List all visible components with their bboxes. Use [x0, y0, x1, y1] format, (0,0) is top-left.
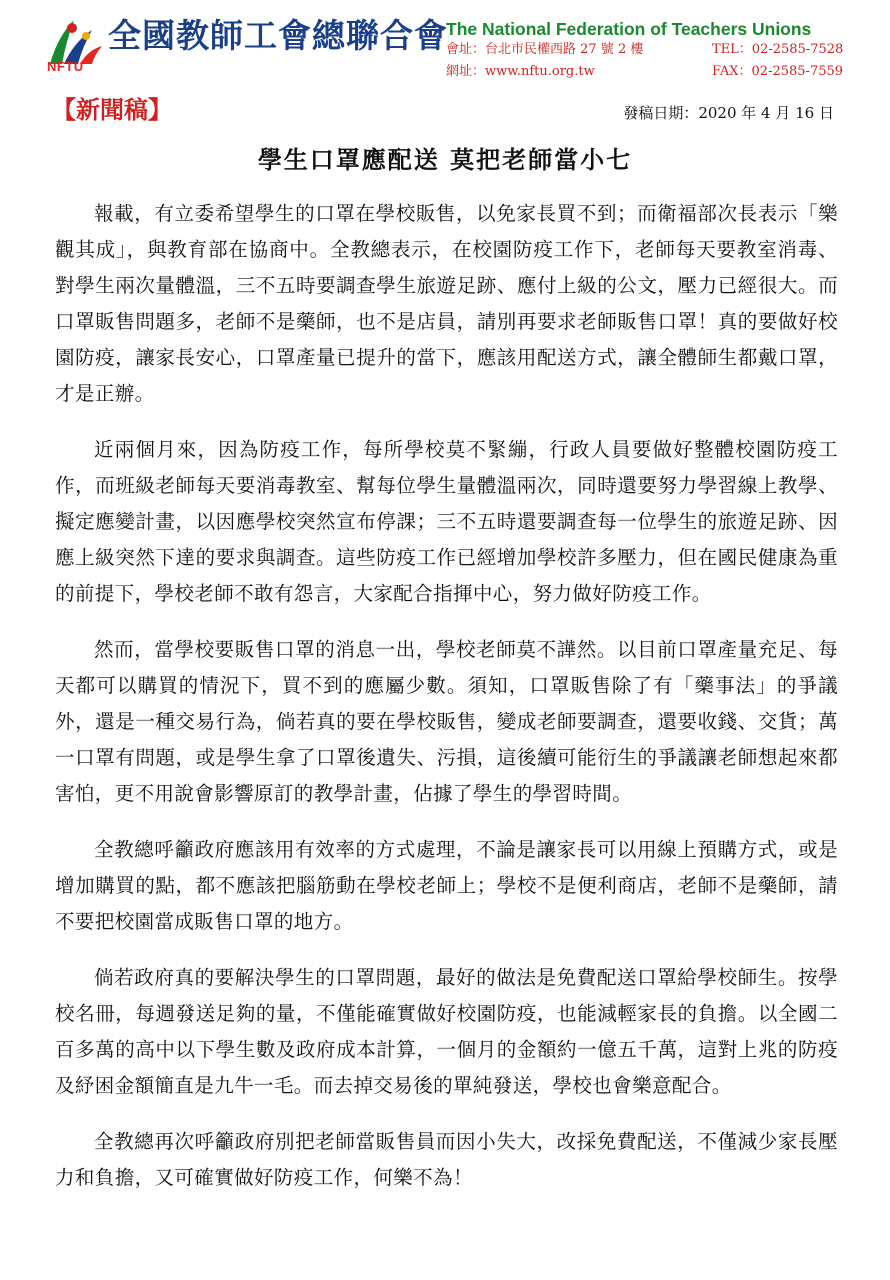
address-text: 會址：台北市民權西路 27 號 2 樓 [446, 42, 644, 57]
paragraph-4: 全教總呼籲政府應該用有效率的方式處理，不論是讓家長可以用線上預購方式，或是增加購買的點，都不應該把腦筋動在學校老師上；學校不是便利商店，老師不是藥師，請不要把校園當成販售口罩的地方。 [55, 838, 838, 933]
logo-red-dot [67, 23, 77, 33]
letterhead [0, 0, 890, 90]
contact-row-web [446, 62, 846, 82]
fax-text: FAX：02-2585-7559 [712, 64, 844, 79]
paragraph-5: 倘若政府真的要解決學生的口罩問題，最好的做法是免費配送口罩給學校師生。按學校名冊，每週發送足夠的量，不僅能確實做好校園防疫，也能減輕家長的負擔。以全國二百多萬的高中以下學生數及政府成本計算，一個月的金額約一億五千萬，這對上兆的防疫及紓困金額簡直是九牛一毛。而去掉交易後的單純發送，學校也會樂意配合。 [55, 966, 838, 1097]
press-release-label: 【新聞稿】 [52, 96, 172, 124]
article-body [55, 196, 838, 1216]
paragraph-1: 報載，有立委希望學生的口罩在學校販售，以免家長買不到；而衛福部次長表示「樂觀其成」，與教育部在協商中。全教總表示，在校園防疫工作下，老師每天要教室消毒、對學生兩次量體溫，三不五時要調查學生旅遊足跡、應付上級的公文，壓力已經很大。而口罩販售問題多，老師不是藥師，也不是店員，請別再要求老師販售口罩！真的要做好校園防疫，讓家長安心，口罩產量已提升的當下，應該用配送方式，讓全體師生都戴口罩，才是正辦。 [55, 202, 838, 405]
article-title: 學生口罩應配送 莫把老師當小七 [257, 146, 633, 174]
tel-text: TEL：02-2585-7528 [712, 42, 844, 57]
release-date: 發稿日期：2020 年 4 月 16 日 [623, 104, 834, 122]
paragraph-6: 全教總再次呼籲政府別把老師當販售員而因小失大，改採免費配送，不僅減少家長壓力和負擔，又可確實做好防疫工作，何樂不為！ [55, 1130, 838, 1189]
website-text: 網址：www.nftu.org.tw [446, 64, 595, 79]
paragraph-3: 然而，當學校要販售口罩的消息一出，學校老師莫不譁然。以目前口罩產量充足、每天都可以購買的情況下，買不到的應屬少數。須知，口罩販售除了有「藥事法」的爭議外，還是一種交易行為，倘若真的要在學校販售，變成老師要調查，還要收錢、交貨；萬一口罩有問題，或是學生拿了口罩後遺失、污損，這後續可能衍生的爭議讓老師想起來都害怕，更不用說會影響原訂的教學計畫，佔據了學生的學習時間。 [55, 638, 838, 805]
logo-yellow-dot [82, 32, 90, 40]
paragraph-2: 近兩個月來，因為防疫工作，每所學校莫不緊繃，行政人員要做好整體校園防疫工作，而班級老師每天要消毒教室、幫每位學生量體溫兩次，同時還要努力學習線上教學、擬定應變計畫，以因應學校突然宣布停課；三不五時還要調查每一位學生的旅遊足跡、因應上級突然下達的要求與調查。這些防疫工作已經增加學校許多壓力，但在國民健康為重的前提下，學校老師不敢有怨言，大家配合指揮中心，努力做好防疫工作。 [55, 438, 838, 605]
org-name-english: The National Federation of Teachers Unions [446, 19, 812, 39]
contact-row-address [446, 40, 846, 60]
logo-abbreviation: NFTU [47, 59, 84, 74]
org-name-chinese: 全國教師工會總聯合會 [108, 16, 448, 55]
